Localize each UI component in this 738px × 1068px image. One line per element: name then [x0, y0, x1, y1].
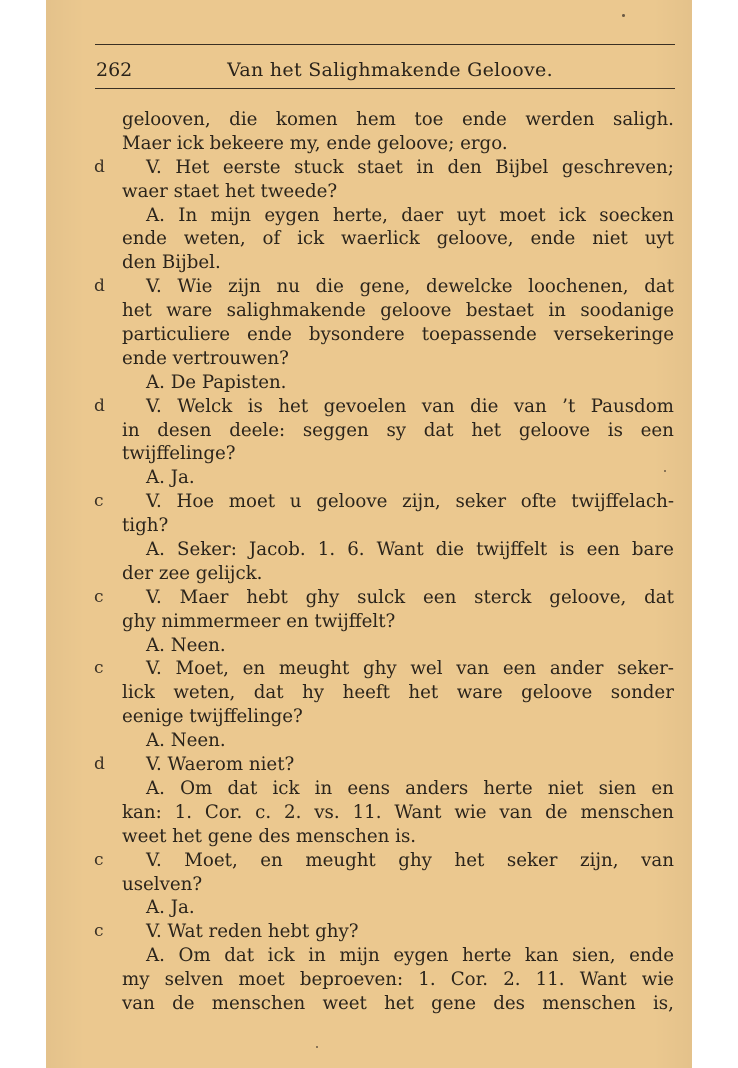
word: ware: [166, 300, 213, 322]
word: sy: [386, 419, 407, 441]
word: en: [260, 849, 283, 871]
word: van: [513, 395, 547, 417]
word: 6.: [347, 539, 365, 561]
word: van: [641, 849, 674, 871]
text-line: [122, 347, 674, 371]
line-text: [122, 992, 674, 1016]
word: geloove: [316, 491, 388, 513]
word: ende: [247, 324, 292, 346]
word: ghy: [362, 658, 397, 680]
text-line: [122, 251, 674, 275]
word: twijffelach-: [571, 491, 674, 513]
word: toepassende: [421, 324, 537, 346]
paper-speck: [622, 14, 625, 17]
word: is: [559, 539, 575, 561]
word: vs.: [314, 801, 340, 823]
line-text: [122, 299, 674, 323]
body-text: [94, 108, 674, 1016]
word: de: [172, 992, 195, 1014]
line-text: uselven?: [122, 873, 203, 895]
line-text: [122, 108, 674, 132]
word: kan: [524, 945, 559, 967]
text-line: [122, 132, 674, 156]
word: heeft: [342, 682, 390, 704]
line-text: waer staet het tweede?: [122, 180, 338, 202]
word: die: [315, 276, 344, 298]
word: het: [384, 992, 414, 1014]
word: soodanige: [580, 300, 674, 322]
word: geloove: [380, 300, 452, 322]
text-line: [94, 275, 674, 299]
line-text: [146, 538, 674, 562]
word: V.: [146, 276, 162, 298]
word: moet: [238, 969, 285, 991]
word: Pausdom: [590, 395, 674, 417]
word: komen: [275, 109, 338, 130]
text-line: [122, 873, 674, 897]
word: herte: [483, 777, 533, 799]
margin-marker: c: [94, 491, 104, 512]
word: mijn: [339, 945, 380, 967]
word: toe: [414, 109, 444, 130]
word: sien: [598, 777, 637, 799]
word: salighmakende: [226, 300, 366, 322]
line-text: A. De Papisten.: [146, 371, 287, 393]
text-line: [122, 466, 674, 490]
text-line: [122, 108, 674, 132]
word: Bijbel: [495, 156, 549, 178]
word: menschen: [580, 801, 674, 823]
word: ander: [549, 658, 604, 680]
line-text: tigh?: [122, 515, 169, 537]
text-line: [122, 681, 674, 705]
word: twijffelt: [476, 539, 548, 561]
text-line: [122, 729, 674, 753]
text-line: [122, 323, 674, 347]
word: in: [122, 419, 140, 441]
word: zijn: [228, 276, 261, 298]
word: Maer: [179, 586, 229, 608]
text-line: [94, 753, 674, 777]
word: 11.: [352, 801, 382, 823]
line-text: [122, 801, 674, 825]
word: Het: [175, 156, 210, 178]
line-text: der zee gelijck.: [122, 562, 263, 584]
word: moet: [499, 204, 546, 226]
line-text: [146, 849, 674, 873]
word: weten,: [183, 228, 246, 250]
word: een: [586, 539, 620, 561]
word: is: [247, 395, 263, 417]
word: Seker:: [177, 539, 237, 561]
text-line: [122, 896, 674, 920]
line-text: [146, 275, 674, 299]
word: daer: [401, 204, 444, 226]
word: beproeven:: [299, 969, 404, 991]
text-line: [122, 514, 674, 538]
word: van: [421, 395, 455, 417]
text-line: [122, 705, 674, 729]
word: seggen: [302, 419, 369, 441]
text-line: [94, 920, 674, 944]
word: A.: [146, 777, 165, 799]
text-line: [122, 968, 674, 992]
word: soecken: [599, 204, 674, 226]
text-line: [94, 490, 674, 514]
line-text: A. Neen.: [146, 634, 226, 656]
margin-marker: c: [94, 849, 104, 870]
text-line: [122, 825, 674, 849]
margin-marker: d: [94, 754, 105, 775]
word: selven: [164, 969, 224, 991]
word: A.: [146, 539, 165, 561]
word: stuck: [294, 156, 344, 178]
word: dat: [644, 586, 674, 608]
word: ende: [461, 109, 507, 130]
line-text: [122, 323, 674, 347]
line-text: [146, 944, 674, 968]
word: in: [314, 777, 333, 799]
word: Moet,: [175, 658, 229, 680]
word: van: [456, 658, 490, 680]
word: in: [416, 156, 434, 178]
word: Want: [394, 801, 442, 823]
text-line: [122, 992, 674, 1016]
word: geschreven;: [561, 156, 674, 178]
line-text: [146, 657, 674, 681]
word: eygen: [393, 945, 449, 967]
word: ick: [267, 945, 295, 967]
word: geloove,: [549, 586, 627, 608]
line-text: A. Ja.: [146, 467, 195, 489]
word: Hoe: [176, 491, 215, 513]
word: ick: [272, 777, 300, 799]
margin-marker: c: [94, 921, 104, 942]
word: c.: [255, 801, 272, 823]
word: dat: [423, 419, 454, 441]
word: gene,: [359, 276, 411, 298]
word: het: [278, 395, 309, 417]
text-line: [122, 801, 674, 825]
line-text: [122, 968, 674, 992]
word: dat: [644, 276, 674, 298]
word: V.: [146, 395, 162, 417]
word: Wie: [177, 276, 213, 298]
word: V.: [146, 156, 162, 178]
word: een: [502, 658, 537, 680]
word: menschen: [542, 992, 636, 1014]
text-line: [122, 204, 674, 228]
word: Om: [178, 945, 211, 967]
word: sulck: [357, 586, 406, 608]
word: het: [408, 682, 439, 704]
word: Moet,: [184, 849, 238, 871]
word: gelooven,: [122, 109, 211, 130]
word: bare: [631, 539, 674, 561]
word: is: [607, 419, 623, 441]
word: wie: [454, 801, 487, 823]
word: die: [229, 109, 258, 130]
word: V.: [146, 586, 162, 608]
text-line: [94, 395, 674, 419]
text-line: [122, 538, 674, 562]
word: dewelcke: [425, 276, 513, 298]
line-text: [146, 395, 674, 419]
paper-speck: [316, 1046, 318, 1048]
word: een: [640, 419, 674, 441]
word: uyt: [456, 204, 486, 226]
word: sonder: [610, 682, 674, 704]
word: geloove: [518, 419, 591, 441]
line-text: weet het gene des menschen is.: [122, 825, 417, 847]
word: ofte: [520, 491, 557, 513]
word: den: [447, 156, 482, 178]
text-line: [122, 634, 674, 658]
word: des: [493, 992, 526, 1014]
word: lick: [122, 682, 155, 704]
word: particuliere: [122, 324, 231, 346]
line-text: den Bijbel.: [122, 252, 221, 274]
word: mijn: [210, 204, 251, 226]
line-text: [146, 204, 674, 228]
text-line: [122, 562, 674, 586]
word: 2.: [284, 801, 302, 823]
line-text: A. Ja.: [146, 897, 195, 919]
word: gevoelen: [323, 395, 407, 417]
word: ’t: [562, 395, 576, 417]
word: seker: [455, 491, 507, 513]
word: is,: [652, 992, 674, 1014]
word: in: [548, 300, 566, 322]
word: wie: [641, 969, 674, 991]
word: waerlick: [341, 228, 420, 250]
word: meught: [305, 849, 376, 871]
text-line: [122, 419, 674, 443]
word: Om: [180, 777, 213, 799]
text-line: [122, 371, 674, 395]
word: seker-: [617, 658, 674, 680]
word: of: [262, 228, 281, 250]
word: ende: [122, 228, 167, 250]
word: herte: [462, 945, 512, 967]
text-line: [94, 849, 674, 873]
text-line: [122, 442, 674, 466]
word: dat: [227, 777, 258, 799]
line-text: ghy nimmermeer en twijffelt?: [122, 610, 396, 632]
word: hem: [356, 109, 396, 130]
line-text: A. Neen.: [146, 730, 226, 752]
word: niet: [592, 228, 628, 250]
word: Want: [376, 539, 424, 561]
word: 1.: [317, 539, 336, 561]
word: ware: [456, 682, 503, 704]
word: staet: [357, 156, 403, 178]
word: 11.: [535, 969, 565, 991]
line-text: V. Waerom niet?: [146, 754, 295, 776]
word: en: [242, 658, 266, 680]
word: Cor.: [450, 969, 489, 991]
line-text: [122, 681, 674, 705]
line-text: twijffelinge?: [122, 443, 236, 465]
word: anders: [405, 777, 469, 799]
word: A.: [146, 204, 165, 226]
line-text: [146, 156, 674, 180]
word: nu: [276, 276, 300, 298]
word: A.: [146, 945, 165, 967]
line-text: [146, 777, 674, 801]
text-line: [122, 180, 674, 204]
word: my: [122, 969, 150, 991]
word: herte,: [332, 204, 388, 226]
word: V.: [146, 491, 162, 513]
word: geloove,: [436, 228, 514, 250]
word: weet: [322, 992, 367, 1014]
word: sterck: [474, 586, 532, 608]
word: ende: [629, 945, 674, 967]
line-text: eenige twijffelinge?: [122, 706, 303, 728]
word: ghy: [305, 586, 340, 608]
word: weten,: [173, 682, 236, 704]
word: eens: [347, 777, 390, 799]
word: het: [471, 419, 502, 441]
word: en: [651, 777, 674, 799]
word: dat: [253, 682, 284, 704]
line-text: ende vertrouwen?: [122, 347, 289, 369]
line-text: [146, 586, 674, 610]
word: werden: [525, 109, 595, 130]
word: het: [122, 300, 152, 322]
word: In: [178, 204, 198, 226]
text-line: [94, 156, 674, 180]
word: moet: [228, 491, 276, 513]
word: saligh.: [613, 109, 674, 130]
word: Jacob.: [248, 539, 306, 561]
word: geloove: [521, 682, 593, 704]
line-text: [146, 490, 674, 514]
word: van: [499, 801, 533, 823]
line-text: Maer ick bekeere my, ende geloove; ergo.: [122, 132, 508, 154]
word: ghy: [398, 849, 432, 871]
word: sien,: [572, 945, 616, 967]
word: bestaet: [465, 300, 534, 322]
word: gene: [431, 992, 477, 1014]
margin-marker: c: [94, 586, 104, 607]
text-line: [94, 657, 674, 681]
text-line: [122, 610, 674, 634]
line-text: V. Wat reden hebt ghy?: [146, 921, 359, 943]
word: de: [545, 801, 568, 823]
word: het: [454, 849, 485, 871]
text-line: [122, 227, 674, 251]
page-number: 262: [96, 59, 133, 81]
margin-marker: d: [94, 395, 105, 416]
word: V.: [146, 658, 162, 680]
word: hy: [302, 682, 325, 704]
word: Want: [579, 969, 627, 991]
line-text: [122, 227, 674, 251]
word: die: [435, 539, 464, 561]
word: niet: [547, 777, 584, 799]
word: Welck: [177, 395, 233, 417]
word: 1.: [418, 969, 436, 991]
word: Cor.: [204, 801, 243, 823]
word: versekeringe: [553, 324, 674, 346]
margin-marker: d: [94, 156, 105, 177]
word: loochenen,: [528, 276, 629, 298]
running-head: Van het Salighmakende Geloove.: [227, 59, 553, 81]
word: bysondere: [308, 324, 405, 346]
word: eerste: [222, 156, 281, 178]
text-line: [122, 299, 674, 323]
word: ick: [558, 204, 586, 226]
word: zijn,: [580, 849, 619, 871]
word: in: [308, 945, 326, 967]
word: 1.: [174, 801, 192, 823]
word: kan:: [122, 801, 162, 823]
word: zijn,: [402, 491, 441, 513]
line-text: [122, 419, 674, 443]
word: van: [122, 992, 155, 1014]
word: die: [470, 395, 499, 417]
word: dat: [224, 945, 255, 967]
word: eygen: [264, 204, 320, 226]
word: u: [289, 491, 302, 513]
word: V.: [146, 849, 162, 871]
word: deele:: [229, 419, 286, 441]
word: ende: [530, 228, 576, 250]
word: meught: [278, 658, 350, 680]
word: seker: [506, 849, 558, 871]
text-line: [122, 777, 674, 801]
text-line: [94, 586, 674, 610]
header-rule-bottom: [95, 88, 675, 89]
margin-marker: d: [94, 276, 105, 297]
header-rule-top: [95, 44, 675, 45]
word: hebt: [246, 586, 288, 608]
margin-marker: c: [94, 658, 104, 679]
word: wel: [410, 658, 443, 680]
word: ick: [297, 228, 325, 250]
word: een: [423, 586, 457, 608]
word: desen: [157, 419, 212, 441]
text-line: [122, 944, 674, 968]
word: uyt: [644, 228, 674, 250]
word: 2.: [503, 969, 521, 991]
word: menschen: [211, 992, 306, 1014]
